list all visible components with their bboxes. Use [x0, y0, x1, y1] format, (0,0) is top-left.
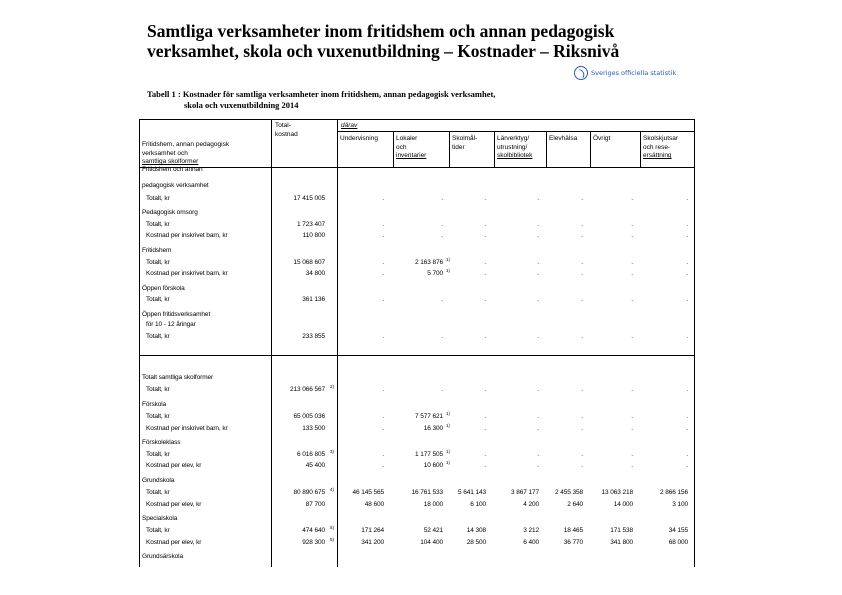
header-ovrigt: Övrigt [593, 135, 611, 142]
cell-value: . [382, 259, 384, 266]
cell-value: . [537, 195, 539, 202]
cell-value: 171 264 [361, 527, 384, 534]
cell-value: . [581, 195, 583, 202]
cell-value: . [441, 296, 443, 303]
footnote-marker: 1) [446, 268, 451, 273]
cell-value: . [484, 386, 486, 393]
header-skolmaltider: Skolmål- tider [452, 135, 478, 151]
cell-total-cost: 361 136 [302, 296, 325, 303]
header-bottom-rule [139, 167, 695, 168]
footnote-marker: 4) [330, 487, 335, 492]
cell-value: . [686, 232, 688, 239]
cell-total-cost: 928 300 [302, 539, 325, 546]
cell-value: . [441, 333, 443, 340]
cell-value: . [484, 462, 486, 469]
cell-value: . [631, 451, 633, 458]
cell-total-cost: 1 723 407 [296, 221, 325, 228]
page-title [147, 21, 747, 61]
header-divider-5 [590, 131, 591, 168]
sos-logo-text: Sveriges officiella statistik [591, 69, 677, 77]
cell-value: . [484, 259, 486, 266]
cell-value: . [581, 386, 583, 393]
column-divider-total [271, 119, 272, 567]
row-label: Kostnad per inskrivet barn, kr [146, 425, 228, 432]
footnote-marker: 3) [330, 449, 335, 454]
cell-value: 104 400 [420, 539, 443, 546]
footnote-marker: 2) [330, 384, 335, 389]
row-label: Totalt, kr [146, 413, 170, 420]
cell-value: . [631, 425, 633, 432]
cell-value: . [537, 425, 539, 432]
header-larverktyg: Lärverktyg/ utrustning/ skolbibliotek [497, 135, 533, 159]
cell-value: 2 455 358 [554, 489, 583, 496]
cell-value: . [686, 270, 688, 277]
cell-value: . [537, 386, 539, 393]
cell-value: 2 640 [567, 501, 583, 508]
cell-value: . [537, 221, 539, 228]
cell-value: 36 770 [563, 539, 583, 546]
header-sub-rule [337, 131, 694, 132]
cell-value: . [537, 270, 539, 277]
row-label: Totalt, kr [146, 386, 170, 393]
cell-value: . [484, 333, 486, 340]
cell-value: 34 155 [668, 527, 688, 534]
cell-value: 7 577 621 [414, 413, 443, 420]
table-top-border [139, 119, 695, 120]
row-section-label: pedagogisk verksamhet [142, 182, 209, 189]
cell-value: 52 421 [423, 527, 443, 534]
sos-logo [574, 65, 676, 81]
header-divider-6 [640, 131, 641, 168]
cell-value: 2 866 156 [659, 489, 688, 496]
cell-value: . [686, 195, 688, 202]
cell-value: . [581, 451, 583, 458]
cell-value: 10 600 [423, 462, 443, 469]
row-label: Kostnad per inskrivet barn, kr [146, 270, 228, 277]
cell-value: 6 100 [470, 501, 486, 508]
cell-value: 2 163 876 [414, 259, 443, 266]
cell-value: . [686, 413, 688, 420]
footnote-marker: 1) [446, 460, 451, 465]
header-col-label: Fritidshem, annan pedagogisk verksamhet och samtliga skolformer [142, 141, 230, 165]
cell-value: 5 700 [427, 270, 443, 277]
cell-total-cost: 213 066 567 [289, 386, 325, 393]
cell-value: . [484, 451, 486, 458]
cell-value: . [537, 451, 539, 458]
cell-value: . [581, 413, 583, 420]
cell-value: 4 200 [523, 501, 539, 508]
cell-value: . [382, 425, 384, 432]
cell-value: 18 000 [423, 501, 443, 508]
row-label: Kostnad per elev, kr [146, 462, 202, 469]
header-divider-1 [393, 131, 394, 168]
row-section-label: Förskoleklass [142, 439, 181, 446]
row-label: Totalt, kr [146, 333, 170, 340]
header-darav: därav [341, 122, 358, 129]
cell-total-cost: 133 500 [302, 425, 325, 432]
cell-value: 6 400 [523, 539, 539, 546]
cell-value: . [382, 462, 384, 469]
row-label: Kostnad per elev, kr [146, 539, 202, 546]
cell-total-cost: 87 700 [305, 501, 325, 508]
cell-value: . [581, 259, 583, 266]
cell-value: 3 867 177 [510, 489, 539, 496]
cell-value: . [631, 386, 633, 393]
cell-value: . [537, 232, 539, 239]
row-label: för 10 - 12 åringar [146, 321, 196, 328]
cell-value: . [581, 462, 583, 469]
cell-value: . [382, 221, 384, 228]
cell-value: . [631, 296, 633, 303]
title-line-2: verksamhet, skola och vuxenutbildning – Kostnader – Riksnivå [147, 41, 620, 61]
row-section-label: Öppen fritidsverksamhet [142, 311, 211, 318]
cell-value: 68 000 [668, 539, 688, 546]
cell-value: . [537, 413, 539, 420]
cell-total-cost: 17 415 005 [293, 195, 325, 202]
cell-value: . [686, 451, 688, 458]
cell-value: . [686, 333, 688, 340]
cell-value: . [631, 259, 633, 266]
header-elevhalsa: Elevhälsa [549, 135, 578, 142]
cell-value: . [631, 270, 633, 277]
row-section-label: Pedagogisk omsorg [142, 209, 198, 216]
row-section-label: Öppen förskola [142, 285, 185, 292]
cell-value: 3 212 [523, 527, 539, 534]
table-caption-line-2: skola och vuxenutbildning 2014 [184, 100, 299, 110]
row-label: Totalt, kr [146, 221, 170, 228]
cell-total-cost: 34 800 [305, 270, 325, 277]
header-skolskjutsar: Skolskjutsar och rese- ersättning [643, 135, 679, 159]
cell-value: . [484, 296, 486, 303]
cell-value: 48 600 [364, 501, 384, 508]
header-lokaler: Lokaler och inventarier [396, 135, 427, 159]
cell-value: 5 641 143 [457, 489, 486, 496]
cell-value: . [382, 451, 384, 458]
row-label: Totalt, kr [146, 259, 170, 266]
section-separator-rule [139, 355, 695, 356]
cell-value: . [484, 232, 486, 239]
table-left-border [139, 119, 140, 567]
cell-value: . [484, 195, 486, 202]
row-section-label: Fritidshem och annan [142, 166, 203, 173]
footnote-marker: 1) [446, 257, 451, 262]
cell-value: . [581, 270, 583, 277]
header-divider-4 [546, 131, 547, 168]
row-section-label: Förskola [142, 401, 167, 408]
cell-value: . [581, 296, 583, 303]
cell-total-cost: 110 800 [302, 232, 325, 239]
cell-value: . [631, 462, 633, 469]
row-section-label: Fritidshem [142, 247, 172, 254]
cell-value: 171 538 [610, 527, 633, 534]
sos-logo-icon [574, 66, 588, 80]
footnote-marker: 1) [446, 411, 451, 416]
cell-value: . [382, 270, 384, 277]
footnote-marker: 5) [330, 525, 335, 530]
cell-value: 1 177 505 [414, 451, 443, 458]
header-divider-3 [494, 131, 495, 168]
row-section-label: Grundsärskola [142, 553, 183, 560]
row-label: Kostnad per inskrivet barn, kr [146, 232, 228, 239]
table-right-border [694, 119, 695, 567]
row-label: Totalt, kr [146, 489, 170, 496]
cell-value: 16 761 533 [411, 489, 443, 496]
cell-value: . [484, 413, 486, 420]
cell-value: 14 308 [466, 527, 486, 534]
footnote-marker: 1) [446, 423, 451, 428]
cell-value: . [484, 425, 486, 432]
cell-value: 341 200 [361, 539, 384, 546]
cell-value: . [484, 270, 486, 277]
cell-value: . [537, 462, 539, 469]
cell-value: . [631, 413, 633, 420]
cell-value: . [581, 333, 583, 340]
cell-total-cost: 474 640 [302, 527, 325, 534]
row-section-label: Specialskola [142, 515, 178, 522]
cell-total-cost: 15 068 607 [293, 259, 325, 266]
row-label: Totalt, kr [146, 296, 170, 303]
cell-value: . [631, 333, 633, 340]
cell-value: . [631, 232, 633, 239]
cell-value: . [631, 195, 633, 202]
cell-value: 46 145 565 [352, 489, 384, 496]
header-divider-2 [449, 131, 450, 168]
table-caption [147, 89, 495, 111]
header-undervisning: Undervisning [340, 135, 378, 142]
cell-value: . [441, 386, 443, 393]
cell-value: . [441, 195, 443, 202]
cell-value: . [537, 259, 539, 266]
cell-value: 16 300 [423, 425, 443, 432]
cell-value: 14 000 [613, 501, 633, 508]
row-label: Totalt, kr [146, 195, 170, 202]
cell-value: . [631, 221, 633, 228]
cell-value: . [382, 232, 384, 239]
cell-value: . [484, 221, 486, 228]
column-divider-darav [337, 119, 338, 567]
title-line-1: Samtliga verksamheter inom fritidshem och annan pedagogisk [147, 21, 615, 41]
cell-value: . [382, 333, 384, 340]
cell-value: 18 465 [563, 527, 583, 534]
row-label: Totalt, kr [146, 451, 170, 458]
footnote-marker: 1) [446, 449, 451, 454]
cell-value: 28 500 [466, 539, 486, 546]
row-label: Totalt, kr [146, 527, 170, 534]
cell-value: . [686, 296, 688, 303]
cell-value: . [441, 221, 443, 228]
cell-value: . [686, 386, 688, 393]
header-total-cost: Total- kostnad [275, 122, 298, 138]
cell-total-cost: 80 890 675 [293, 489, 325, 496]
cell-value: . [382, 195, 384, 202]
cell-total-cost: 45 400 [305, 462, 325, 469]
cell-value: . [537, 296, 539, 303]
cell-value: . [686, 259, 688, 266]
cell-value: 3 100 [672, 501, 688, 508]
cell-value: . [382, 386, 384, 393]
table-caption-line-1: Tabell 1 : Kostnader för samtliga verksamheter inom fritidshem, annan pedagogisk verksamhet, [147, 89, 496, 99]
row-section-label: Totalt samtliga skolformer [142, 374, 214, 381]
row-label: Kostnad per elev, kr [146, 501, 202, 508]
cell-value: . [441, 232, 443, 239]
cell-value: . [382, 413, 384, 420]
cell-value: . [581, 425, 583, 432]
footnote-marker: 5) [330, 537, 335, 542]
cell-total-cost: 233 855 [302, 333, 325, 340]
cell-value: . [581, 221, 583, 228]
cell-value: . [537, 333, 539, 340]
cell-value: 341 800 [610, 539, 633, 546]
cell-value: 13 063 218 [601, 489, 633, 496]
cell-value: . [382, 296, 384, 303]
cell-total-cost: 6 016 805 [296, 451, 325, 458]
cell-value: . [686, 221, 688, 228]
cell-value: . [686, 425, 688, 432]
row-section-label: Grundskola [142, 477, 175, 484]
cell-value: . [686, 462, 688, 469]
cell-value: . [581, 232, 583, 239]
cell-total-cost: 65 005 036 [293, 413, 325, 420]
